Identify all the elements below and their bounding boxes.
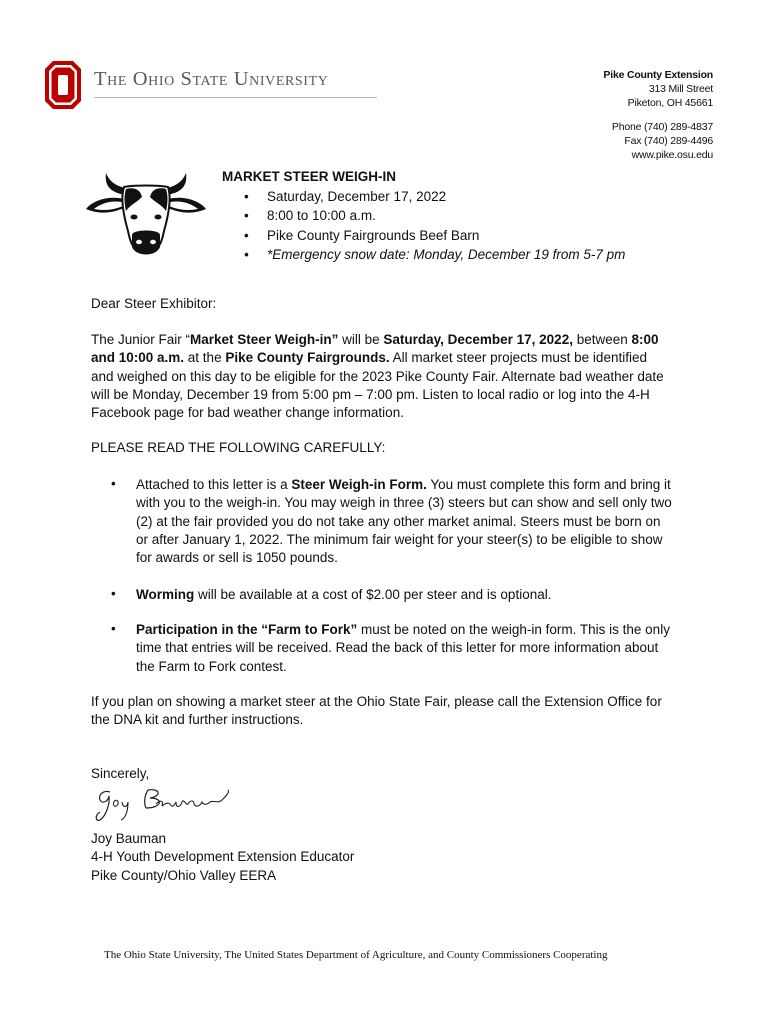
osu-block-o-logo — [44, 60, 82, 110]
closing: Sincerely, — [91, 766, 150, 781]
event-summary — [222, 167, 625, 265]
bullet-weigh-in-form: Attached to this letter is a Steer Weigh-in Form. You must complete this form and bring it with you to the weigh-in. You may weigh in three (3) steers but can show and sell only two (2) at the fair provided you do not take any other market animal. Steers must be born on or after January 1, 2022. The minimum fair weight for your steer(s) to be eligible to show for awards or sell is 1050 pounds. — [136, 477, 672, 566]
office-phone: Phone (740) 289-4837 — [611, 121, 713, 133]
office-city: Piketon, OH 45661 — [627, 97, 713, 109]
university-name: The Ohio State University — [94, 68, 329, 90]
office-website: www.pike.osu.edu — [631, 149, 713, 161]
footer-cooperating-statement: The Ohio State University, The United States Department of Agriculture, and County Commissioners Cooperating — [104, 949, 608, 961]
header-divider — [94, 97, 377, 98]
office-address-block — [603, 68, 713, 162]
state-fair-paragraph: If you plan on showing a market steer at the Ohio State Fair, please call the Extension Office for the DNA kit and further instructions. — [91, 694, 662, 728]
signer-title: 4-H Youth Development Extension Educator — [91, 849, 355, 865]
signer-block — [91, 830, 354, 885]
bullet-marker: • — [111, 586, 116, 601]
office-name: Pike County Extension — [603, 69, 713, 81]
intro-paragraph: The Junior Fair “Market Steer Weigh-in” will be Saturday, December 17, 2022, between 8:00 and 10:00 a.m. at the Pike County Fairgrounds. All market steer projects must be identified and weighed on this day to be eligible for the 2023 Pike County Fair. Alternate bad weather date will be Monday, December 19 from 5:00 pm – 7:00 pm. Listen to local radio or log into the 4-H Facebook page for bad weather change information. — [91, 332, 664, 421]
bullet-worming: Worming will be available at a cost of $2.00 per steer and is optional. — [136, 587, 552, 602]
office-fax: Fax (740) 289-4496 — [624, 135, 713, 147]
bullet-marker: • — [111, 621, 116, 636]
event-date: • Saturday, December 17, 2022 — [222, 187, 625, 207]
greeting: Dear Steer Exhibitor: — [91, 296, 217, 311]
bullet-marker: • — [111, 476, 116, 491]
event-snow-date: • *Emergency snow date: Monday, December 19 from 5-7 pm — [222, 245, 625, 265]
steer-head-illustration — [82, 165, 210, 263]
handwritten-signature — [90, 782, 240, 824]
office-street: 313 Mill Street — [648, 83, 713, 95]
event-title: MARKET STEER WEIGH-IN — [222, 169, 396, 184]
read-carefully-heading: PLEASE READ THE FOLLOWING CAREFULLY: — [91, 440, 386, 455]
event-details-list — [222, 187, 625, 265]
signer-organization: Pike County/Ohio Valley EERA — [91, 867, 277, 883]
event-time: • 8:00 to 10:00 a.m. — [222, 206, 625, 226]
bullet-farm-to-fork: Participation in the “Farm to Fork” must be noted on the weigh-in form. This is the only time that entries will be received. Read the back of this letter for more information about the Farm to Fork contest. — [136, 622, 670, 674]
signer-name: Joy Bauman — [91, 831, 167, 846]
event-location: • Pike County Fairgrounds Beef Barn — [222, 226, 625, 246]
